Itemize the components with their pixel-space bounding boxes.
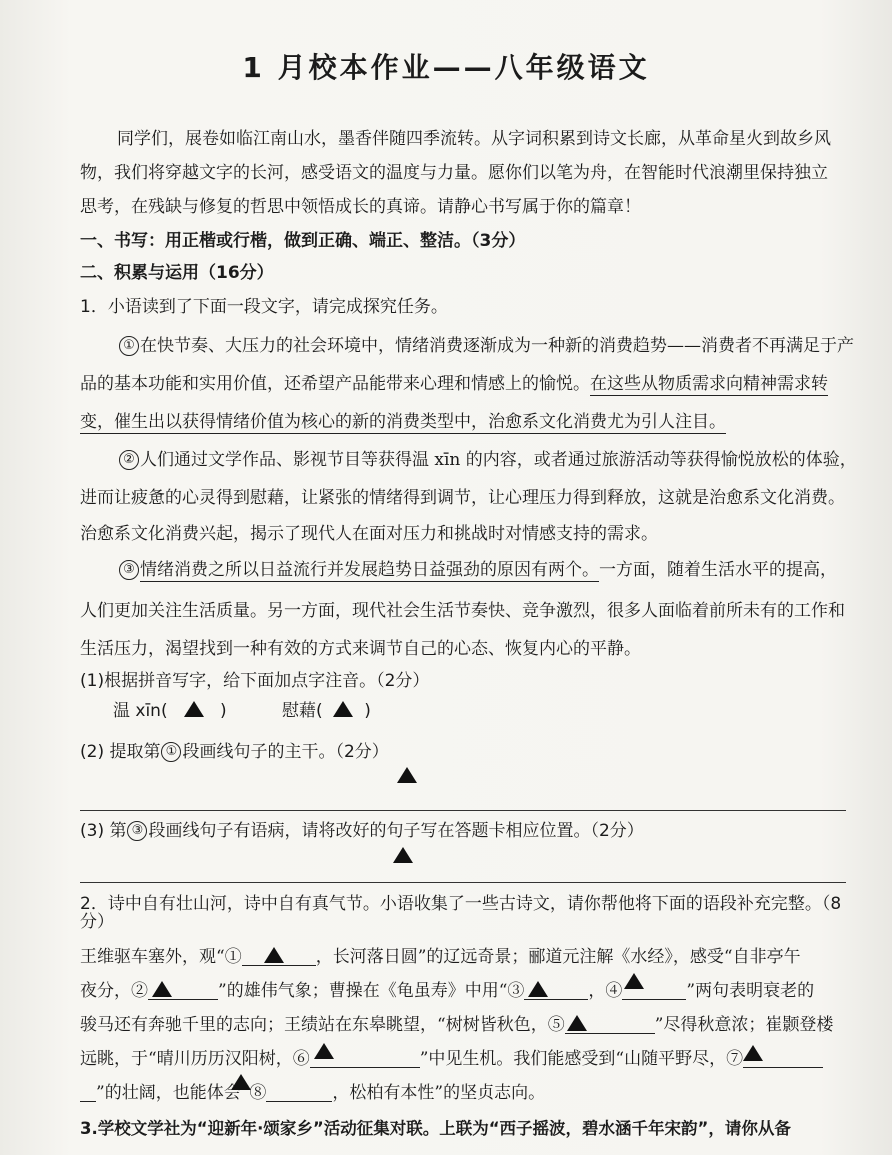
blank-3[interactable] xyxy=(524,981,588,1000)
q1-sub-1-item-a xyxy=(113,700,227,722)
q2-stem-line-2: 分） xyxy=(80,912,114,932)
answer-triangle-icon xyxy=(333,701,353,717)
q2-l4-b: ”中见生机。我们能感受到“山随平野尽，⑦ xyxy=(419,1049,744,1069)
q2-stem-line-1: 2．诗中自有壮山河，诗中自有真气节。小语收集了一些古诗文，请你帮他将下面的语段补充完整。（8 xyxy=(80,894,842,914)
para-1-number: ① xyxy=(119,336,139,356)
q2-l2-a: 夜分，② xyxy=(80,981,148,1001)
item-b-label: 慰藉( xyxy=(282,701,323,721)
para-1-underlined-b: 变，催生出以获得情绪价值为核心的新的消费类型中，治愈系文化消费尤为引人注目。 xyxy=(80,412,726,432)
para-2-number: ② xyxy=(119,450,139,470)
item-a-close: ) xyxy=(220,701,227,721)
answer-line xyxy=(80,882,846,883)
intro-line-3: 思考，在残缺与修复的哲思中领悟成长的真谛。请静心书写属于你的篇章！ xyxy=(80,197,641,217)
q2-l5-a: ”的壮阔，也能体会“⑧ xyxy=(96,1083,267,1103)
q1-para-3-line-2: 人们更加关注生活质量。另一方面，现代社会生活节奏快、竞争激烈，很多人面临着前所未有的工作和 xyxy=(80,601,845,621)
page-title: 1 月校本作业——八年级语文 xyxy=(242,51,650,84)
blank-2[interactable] xyxy=(148,981,218,1000)
intro-line-2: 物，我们将穿越文字的长河，感受语文的温度与力量。愿你们以笔为舟，在智能时代浪潮里保持独立 xyxy=(80,163,828,183)
q1-para-1-line-2 xyxy=(80,373,828,395)
blank-7-cont[interactable] xyxy=(80,1083,96,1102)
q2-l1-b: ，长河落日圆”的辽远奇景；郦道元注解《水经》，感受“自非亭午 xyxy=(315,947,801,967)
answer-triangle-icon xyxy=(397,767,417,783)
answer-triangle-icon xyxy=(231,1074,251,1090)
blank-4[interactable] xyxy=(622,981,686,1000)
q2-l3-b: ”尽得秋意浓；崔颢登楼 xyxy=(654,1015,834,1035)
q2-l4-a: 远眺，于“晴川历历汉阳树，⑥ xyxy=(80,1049,310,1069)
section-1-heading: 一、书写：用正楷或行楷，做到正确、端正、整洁。（3分） xyxy=(80,231,526,251)
answer-triangle-icon xyxy=(184,701,204,717)
blank-6[interactable] xyxy=(310,1049,420,1068)
blank-7[interactable] xyxy=(743,1049,823,1068)
q2-l2-d: ”两句表明衰老的 xyxy=(686,981,815,1001)
blank-1[interactable] xyxy=(242,947,316,966)
para-1-underlined-a: 在这些从物质需求向精神需求转 xyxy=(590,374,828,394)
para-1-text-a: 在快节奏、大压力的社会环境中，情绪消费逐渐成为一种新的消费趋势——消费者不再满足于产 xyxy=(140,336,854,356)
q2-l2-b: ”的雄伟气象；曹操在《龟虽寿》中用“③ xyxy=(218,981,525,1001)
q1-para-1-line-1 xyxy=(118,335,854,357)
q2-l2-c: ，④ xyxy=(588,981,623,1001)
q1-sub-1-item-b xyxy=(282,700,371,722)
para-2-text-a: 人们通过文学作品、影视节目等获得温 xīn 的内容，或者通过旅游活动等获得愉悦放松的体验， xyxy=(140,450,857,470)
sub-3-text-b: 段画线句子有语病，请将改好的句子写在答题卡相应位置。（2分） xyxy=(148,821,644,841)
q1-para-2-line-1 xyxy=(118,449,857,471)
sub-2-text-a: (2) 提取第 xyxy=(80,742,161,762)
item-a-label: 温 xīn( xyxy=(113,701,168,721)
q1-para-3-line-1 xyxy=(118,559,837,581)
q2-line-4 xyxy=(80,1048,823,1070)
q1-para-2-line-2: 进而让疲惫的心灵得到慰藉，让紧张的情绪得到调节，让心理压力得到释放，这就是治愈系文化消费。 xyxy=(80,488,845,508)
para-3-number: ③ xyxy=(119,560,139,580)
answer-line xyxy=(80,810,846,811)
q2-l3-a: 骏马还有奔驰千里的志向；王绩站在东皋眺望，“树树皆秋色，⑤ xyxy=(80,1015,565,1035)
intro-line-1: 同学们，展卷如临江南山水，墨香伴随四季流转。从字词积累到诗文长廊，从革命星火到故乡风 xyxy=(117,129,831,149)
q1-stem: 1．小语读到了下面一段文字，请完成探究任务。 xyxy=(80,297,448,317)
sub-2-number: ① xyxy=(161,742,181,762)
q2-l5-b: ，松柏有本性”的坚贞志向。 xyxy=(332,1083,546,1103)
q2-line-3 xyxy=(80,1014,833,1036)
q2-line-5 xyxy=(80,1082,545,1104)
q1-para-1-line-3 xyxy=(80,411,726,433)
q1-sub-3 xyxy=(80,820,644,842)
blank-8[interactable] xyxy=(266,1083,332,1102)
q1-sub-1: (1)根据拼音写字，给下面加点字注音。（2分） xyxy=(80,671,430,691)
para-3-underlined: 情绪消费之所以日益流行并发展趋势日益强劲的原因有两个。 xyxy=(140,560,599,580)
para-3-text-a: 一方面，随着生活水平的提高， xyxy=(599,560,837,580)
q2-line-2 xyxy=(80,980,814,1002)
q1-sub-2 xyxy=(80,741,389,763)
sub-2-text-b: 段画线句子的主干。（2分） xyxy=(182,742,389,762)
q1-para-3-line-3: 生活压力，渴望找到一种有效的方式来调节自己的心态、恢复内心的平静。 xyxy=(80,639,641,659)
q3-line-1: 3.学校文学社为“迎新年·颂家乡”活动征集对联。上联为“西子摇波，碧水涵千年宋韵”，请你从备 xyxy=(80,1119,791,1138)
q2-l1-a: 王维驱车塞外，观“① xyxy=(80,947,242,967)
item-b-close: ) xyxy=(364,701,371,721)
sub-3-number: ③ xyxy=(127,821,147,841)
section-2-heading: 二、积累与运用（16分） xyxy=(80,263,274,283)
para-1-text-b: 品的基本功能和实用价值，还希望产品能带来心理和情感上的愉悦。 xyxy=(80,374,590,394)
q1-para-2-line-3: 治愈系文化消费兴起，揭示了现代人在面对压力和挑战时对情感支持的需求。 xyxy=(80,524,658,544)
answer-triangle-icon xyxy=(393,847,413,863)
blank-5[interactable] xyxy=(565,1015,655,1034)
sub-3-text-a: (3) 第 xyxy=(80,821,127,841)
q2-line-1 xyxy=(80,946,801,968)
